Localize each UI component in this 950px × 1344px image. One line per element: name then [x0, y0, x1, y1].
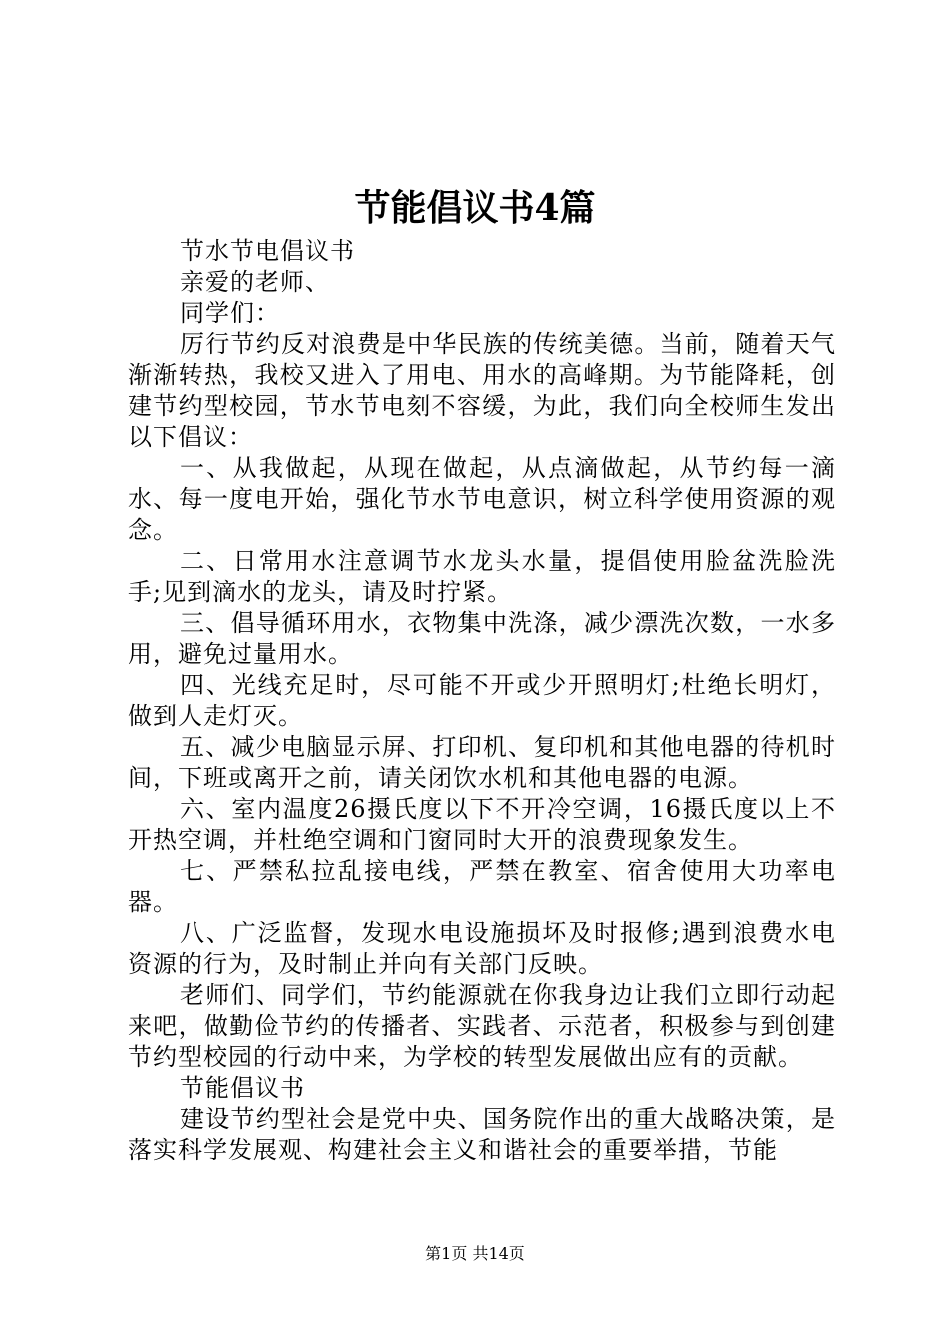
paragraph-intro: 厉行节约反对浪费是中华民族的传统美德。当前，随着天气渐渐转热，我校又进入了用电、用水的高峰期。为节能降耗，创建节约型校园，节水节电刻不容缓，为此，我们向全校师生发出以下倡议：	[128, 330, 836, 451]
paragraph-item-8: 八、广泛监督，发现水电设施损坏及时报修;遇到浪费水电资源的行为，及时制止并向有关部门反映。	[128, 919, 836, 978]
paragraph-item-5: 五、减少电脑显示屏、打印机、复印机和其他电器的待机时间，下班或离开之前，请关闭饮水机和其他电器的电源。	[128, 733, 836, 792]
paragraph-energy-intro: 建设节约型社会是党中央、国务院作出的重大战略决策，是落实科学发展观、构建社会主义和谐社会的重要举措，节能	[128, 1105, 836, 1164]
paragraph-salutation-teachers: 亲爱的老师、	[180, 268, 330, 296]
paragraph-item-4: 四、光线充足时，尽可能不开或少开照明灯;杜绝长明灯，做到人走灯灭。	[128, 671, 836, 730]
document-body	[128, 236, 836, 1166]
paragraph-heading-energy: 节能倡议书	[180, 1074, 305, 1102]
paragraph-item-2: 二、日常用水注意调节水龙头水量，提倡使用脸盆洗脸洗手;见到滴水的龙头，请及时拧紧。	[128, 547, 836, 606]
paragraph-item-7: 七、严禁私拉乱接电线，严禁在教室、宿舍使用大功率电器。	[128, 857, 836, 916]
paragraph-closing: 老师们、同学们，节约能源就在你我身边让我们立即行动起来吧，做勤俭节约的传播者、实践者、示范者，积极参与到创建节约型校园的行动中来，为学校的转型发展做出应有的贡献。	[128, 981, 836, 1071]
paragraph-item-6: 六、室内温度26摄氏度以下不开冷空调，16摄氏度以上不开热空调，并杜绝空调和门窗同时大开的浪费现象发生。	[128, 795, 836, 854]
paragraph-heading-water-electricity: 节水节电倡议书	[180, 237, 355, 265]
paragraph-item-3: 三、倡导循环用水，衣物集中洗涤，减少漂洗次数，一水多用，避免过量用水。	[128, 609, 836, 668]
page-footer: 第1页 共14页	[425, 1244, 525, 1263]
paragraph-item-1: 一、从我做起，从现在做起，从点滴做起，从节约每一滴水、每一度电开始，强化节水节电意识，树立科学使用资源的观念。	[128, 454, 836, 544]
paragraph-salutation-students: 同学们：	[180, 299, 280, 327]
document-title: 节能倡议书4篇	[354, 187, 596, 229]
